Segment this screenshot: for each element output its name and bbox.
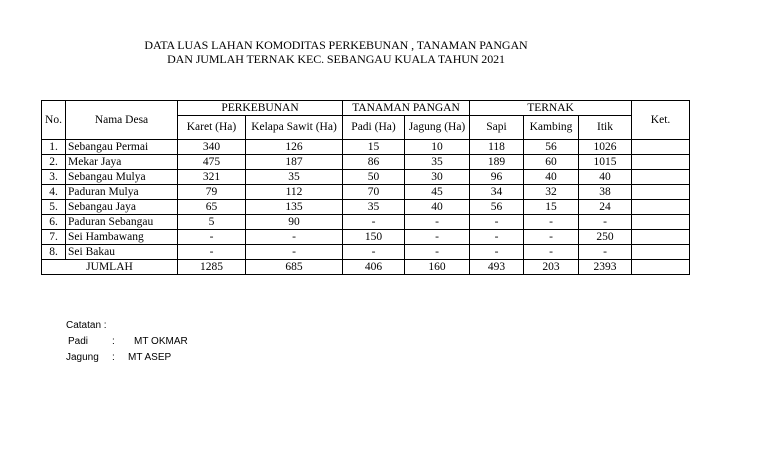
cell-karet: -: [178, 230, 246, 245]
cell-karet: 475: [178, 155, 246, 170]
notes-heading: Catatan :: [66, 320, 107, 331]
note-padi: [66, 334, 188, 350]
cell-sapi: -: [470, 230, 524, 245]
cell-ket: [632, 155, 690, 170]
table-row: [42, 170, 690, 185]
cell-kambing: -: [524, 230, 579, 245]
total-ket: [632, 260, 690, 275]
cell-sapi: 56: [470, 200, 524, 215]
cell-kambing: 32: [524, 185, 579, 200]
total-sawit: 685: [246, 260, 343, 275]
cell-jagung: -: [405, 245, 470, 260]
cell-padi: 70: [343, 185, 405, 200]
total-itik: 2393: [579, 260, 632, 275]
cell-jagung: -: [405, 215, 470, 230]
cell-padi: -: [343, 215, 405, 230]
col-header-no: No.: [42, 101, 66, 140]
col-header-ket: Ket.: [632, 101, 690, 140]
cell-nama: Sei Bakau: [66, 245, 178, 260]
document-title: [0, 38, 672, 66]
cell-itik: 1026: [579, 140, 632, 155]
total-karet: 1285: [178, 260, 246, 275]
cell-nama: Sebangau Mulya: [66, 170, 178, 185]
cell-itik: -: [579, 245, 632, 260]
cell-kambing: -: [524, 215, 579, 230]
cell-sapi: 118: [470, 140, 524, 155]
table-row: [42, 140, 690, 155]
cell-sapi: 189: [470, 155, 524, 170]
cell-ket: [632, 200, 690, 215]
cell-sapi: 96: [470, 170, 524, 185]
total-row: [42, 260, 690, 275]
cell-itik: -: [579, 215, 632, 230]
note-separator: :: [112, 352, 115, 363]
cell-jagung: 45: [405, 185, 470, 200]
cell-sapi: 34: [470, 185, 524, 200]
cell-kambing: 40: [524, 170, 579, 185]
cell-no: 6.: [42, 215, 66, 230]
total-padi: 406: [343, 260, 405, 275]
col-header-karet: Karet (Ha): [178, 116, 246, 140]
note-jagung: [66, 350, 188, 366]
cell-padi: 150: [343, 230, 405, 245]
cell-kambing: -: [524, 245, 579, 260]
cell-sawit: 135: [246, 200, 343, 215]
cell-kambing: 56: [524, 140, 579, 155]
cell-sawit: 126: [246, 140, 343, 155]
col-header-padi: Padi (Ha): [343, 116, 405, 140]
table-row: [42, 245, 690, 260]
cell-itik: 250: [579, 230, 632, 245]
cell-ket: [632, 185, 690, 200]
cell-nama: Sei Hambawang: [66, 230, 178, 245]
table-row: [42, 230, 690, 245]
cell-nama: Sebangau Jaya: [66, 200, 178, 215]
cell-padi: 15: [343, 140, 405, 155]
cell-sawit: -: [246, 245, 343, 260]
cell-ket: [632, 215, 690, 230]
cell-padi: 86: [343, 155, 405, 170]
col-header-kambing: Kambing: [524, 116, 579, 140]
cell-jagung: 30: [405, 170, 470, 185]
cell-sawit: 187: [246, 155, 343, 170]
note-value: MT OKMAR: [134, 336, 188, 347]
total-jagung: 160: [405, 260, 470, 275]
col-header-kelapa-sawit: Kelapa Sawit (Ha): [246, 116, 343, 140]
cell-no: 3.: [42, 170, 66, 185]
cell-nama: Paduran Sebangau: [66, 215, 178, 230]
cell-sawit: -: [246, 230, 343, 245]
cell-itik: 24: [579, 200, 632, 215]
cell-no: 5.: [42, 200, 66, 215]
cell-sawit: 35: [246, 170, 343, 185]
table-row: [42, 215, 690, 230]
notes-section: [66, 318, 188, 366]
header-row-group: [42, 101, 690, 116]
cell-no: 7.: [42, 230, 66, 245]
note-label: Jagung: [66, 352, 99, 363]
group-header-ternak: TERNAK: [470, 101, 632, 116]
commodity-table: [41, 100, 690, 275]
cell-no: 2.: [42, 155, 66, 170]
cell-jagung: 35: [405, 155, 470, 170]
group-header-perkebunan: PERKEBUNAN: [178, 101, 343, 116]
cell-jagung: 10: [405, 140, 470, 155]
cell-karet: 5: [178, 215, 246, 230]
cell-ket: [632, 245, 690, 260]
note-label: Padi: [68, 336, 89, 347]
title-line-2: DAN JUMLAH TERNAK KEC. SEBANGAU KUALA TAHUN 2021: [167, 52, 505, 66]
cell-padi: 35: [343, 200, 405, 215]
title-line-1: DATA LUAS LAHAN KOMODITAS PERKEBUNAN , TANAMAN PANGAN: [144, 38, 528, 52]
col-header-sapi: Sapi: [470, 116, 524, 140]
cell-itik: 40: [579, 170, 632, 185]
cell-nama: Mekar Jaya: [66, 155, 178, 170]
cell-nama: Sebangau Permai: [66, 140, 178, 155]
cell-sapi: -: [470, 215, 524, 230]
cell-kambing: 15: [524, 200, 579, 215]
cell-kambing: 60: [524, 155, 579, 170]
note-separator: :: [112, 336, 115, 347]
total-kambing: 203: [524, 260, 579, 275]
cell-jagung: -: [405, 230, 470, 245]
cell-ket: [632, 230, 690, 245]
table-body: [42, 140, 690, 260]
col-header-jagung: Jagung (Ha): [405, 116, 470, 140]
cell-no: 4.: [42, 185, 66, 200]
total-sapi: 493: [470, 260, 524, 275]
cell-jagung: 40: [405, 200, 470, 215]
cell-itik: 38: [579, 185, 632, 200]
cell-karet: -: [178, 245, 246, 260]
cell-ket: [632, 170, 690, 185]
cell-karet: 340: [178, 140, 246, 155]
cell-karet: 79: [178, 185, 246, 200]
table-row: [42, 200, 690, 215]
group-header-tanaman-pangan: TANAMAN PANGAN: [343, 101, 470, 116]
total-label: JUMLAH: [42, 260, 178, 275]
cell-ket: [632, 140, 690, 155]
cell-sawit: 112: [246, 185, 343, 200]
cell-no: 8.: [42, 245, 66, 260]
table-row: [42, 185, 690, 200]
cell-itik: 1015: [579, 155, 632, 170]
cell-karet: 321: [178, 170, 246, 185]
cell-padi: -: [343, 245, 405, 260]
cell-padi: 50: [343, 170, 405, 185]
table-row: [42, 155, 690, 170]
cell-sapi: -: [470, 245, 524, 260]
note-value: MT ASEP: [128, 352, 172, 363]
cell-no: 1.: [42, 140, 66, 155]
col-header-itik: Itik: [579, 116, 632, 140]
cell-nama: Paduran Mulya: [66, 185, 178, 200]
col-header-nama-desa: Nama Desa: [66, 101, 178, 140]
cell-karet: 65: [178, 200, 246, 215]
cell-sawit: 90: [246, 215, 343, 230]
